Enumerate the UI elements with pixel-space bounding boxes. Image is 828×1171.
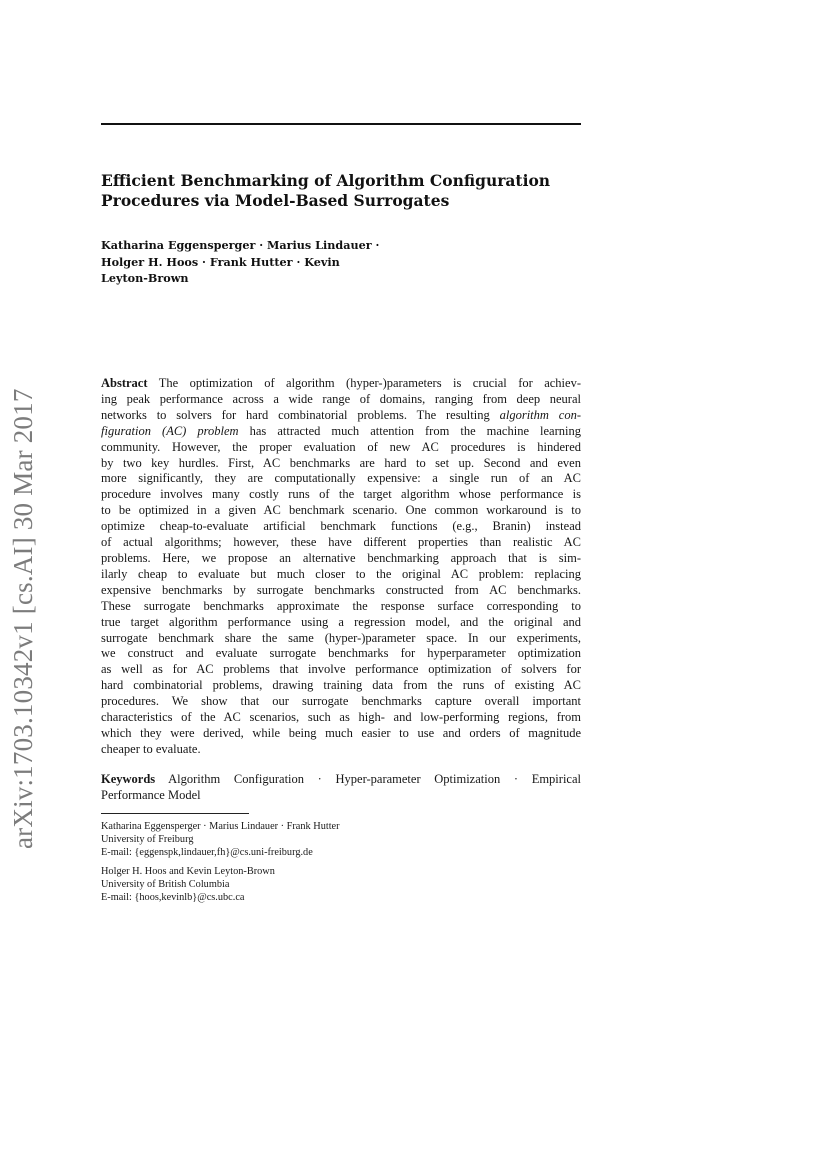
- affiliation-authors: Holger H. Hoos and Kevin Leyton-Brown: [101, 866, 275, 877]
- keywords-label: Keywords: [101, 772, 156, 786]
- abstract-line: procedures. We show that our surrogate benchmarks capture overall important: [101, 694, 581, 709]
- affiliation-authors: Katharina Eggensperger · Marius Lindauer · Frank Hutter: [101, 821, 340, 832]
- arxiv-identifier-stamp: arXiv:1703.10342v1 [cs.AI] 30 Mar 2017: [8, 388, 38, 849]
- author-line: Holger H. Hoos · Frank Hutter · Kevin: [101, 254, 340, 269]
- affiliation-email: E-mail: {eggenspk,lindauer,fh}@cs.uni-freiburg.de: [101, 847, 313, 859]
- author-line: Leyton-Brown: [101, 271, 189, 285]
- abstract-line: by two key hurdles. First, AC benchmarks are hard to set up. Second and even: [101, 455, 581, 470]
- abstract-line: figuration (AC) problem has attracted much attention from the machine learning: [101, 423, 581, 438]
- affiliation-email: E-mail: {hoos,kevinlb}@cs.ubc.ca: [101, 892, 245, 904]
- affiliation-freiburg: [101, 820, 581, 860]
- title-rule: [101, 123, 581, 125]
- abstract-line: procedure involves many costly runs of the target algorithm whose performance is: [101, 487, 581, 502]
- keywords-line: Keywords Algorithm Configuration · Hyper-parameter Optimization · Empirical: [101, 772, 581, 786]
- abstract-line: true target algorithm performance using a regression model, and the original and: [101, 614, 581, 629]
- abstract-line: networks to solvers for hard combinatorial problems. The resulting algorithm con-: [101, 407, 582, 422]
- abstract-line: optimize cheap-to-evaluate artificial benchmark functions (e.g., Branin) instead: [101, 519, 581, 534]
- abstract-line: which they were derived, while being much easier to use and orders of magnitude: [101, 725, 581, 740]
- footnote-rule: [101, 813, 249, 814]
- abstract-line: cheaper to evaluate.: [101, 741, 201, 756]
- abstract: [101, 376, 581, 758]
- abstract-line: more significantly, they are computationally expensive: a single run of an AC: [101, 471, 581, 486]
- abstract-line: ing peak performance across a wide range of domains, ranging from deep neural: [101, 391, 581, 406]
- author-line: Katharina Eggensperger · Marius Lindauer ·: [101, 238, 380, 252]
- abstract-line: we construct and evaluate surrogate benchmarks for hyperparameter optimization: [101, 646, 581, 661]
- abstract-line: expensive benchmarks by surrogate benchmarks constructed from AC benchmarks.: [101, 582, 581, 597]
- title-line: Procedures via Model-Based Surrogates: [101, 191, 450, 210]
- affiliation-ubc: [101, 865, 581, 905]
- affiliation-institution: University of Freiburg: [101, 834, 194, 846]
- affiliation-institution: University of British Columbia: [101, 879, 230, 891]
- paper-title: [101, 171, 581, 211]
- abstract-label: Abstract: [101, 376, 148, 390]
- abstract-line: problems. Here, we propose an alternative benchmarking approach that is sim-: [101, 550, 581, 565]
- abstract-line: as well as for AC problems that involve performance optimization of solvers for: [101, 662, 581, 677]
- abstract-line: characteristics of the AC scenarios, such as high- and low-performing regions, from: [101, 710, 581, 725]
- abstract-line: hard combinatorial problems, drawing training data from the runs of existing AC: [101, 678, 581, 693]
- abstract-line: to be optimized in a given AC benchmark scenario. One common workaround is to: [101, 503, 581, 518]
- abstract-line: ilarly cheap to evaluate but much closer to the original AC problem: replacing: [101, 566, 581, 581]
- abstract-line: of actual algorithms; however, these have different properties than realistic AC: [101, 535, 581, 550]
- keywords: [101, 772, 581, 804]
- abstract-line: community. However, the proper evaluation of new AC procedures is hindered: [101, 439, 581, 454]
- abstract-line: These surrogate benchmarks approximate the response surface corresponding to: [101, 598, 581, 613]
- abstract-line: Abstract The optimization of algorithm (hyper-)parameters is crucial for achiev-: [101, 376, 581, 390]
- keywords-line: Performance Model: [101, 787, 201, 802]
- author-list: [101, 237, 581, 287]
- abstract-line: surrogate benchmark share the same (hyper-)parameter space. In our experiments,: [101, 630, 581, 645]
- title-line: Efficient Benchmarking of Algorithm Configuration: [101, 171, 551, 190]
